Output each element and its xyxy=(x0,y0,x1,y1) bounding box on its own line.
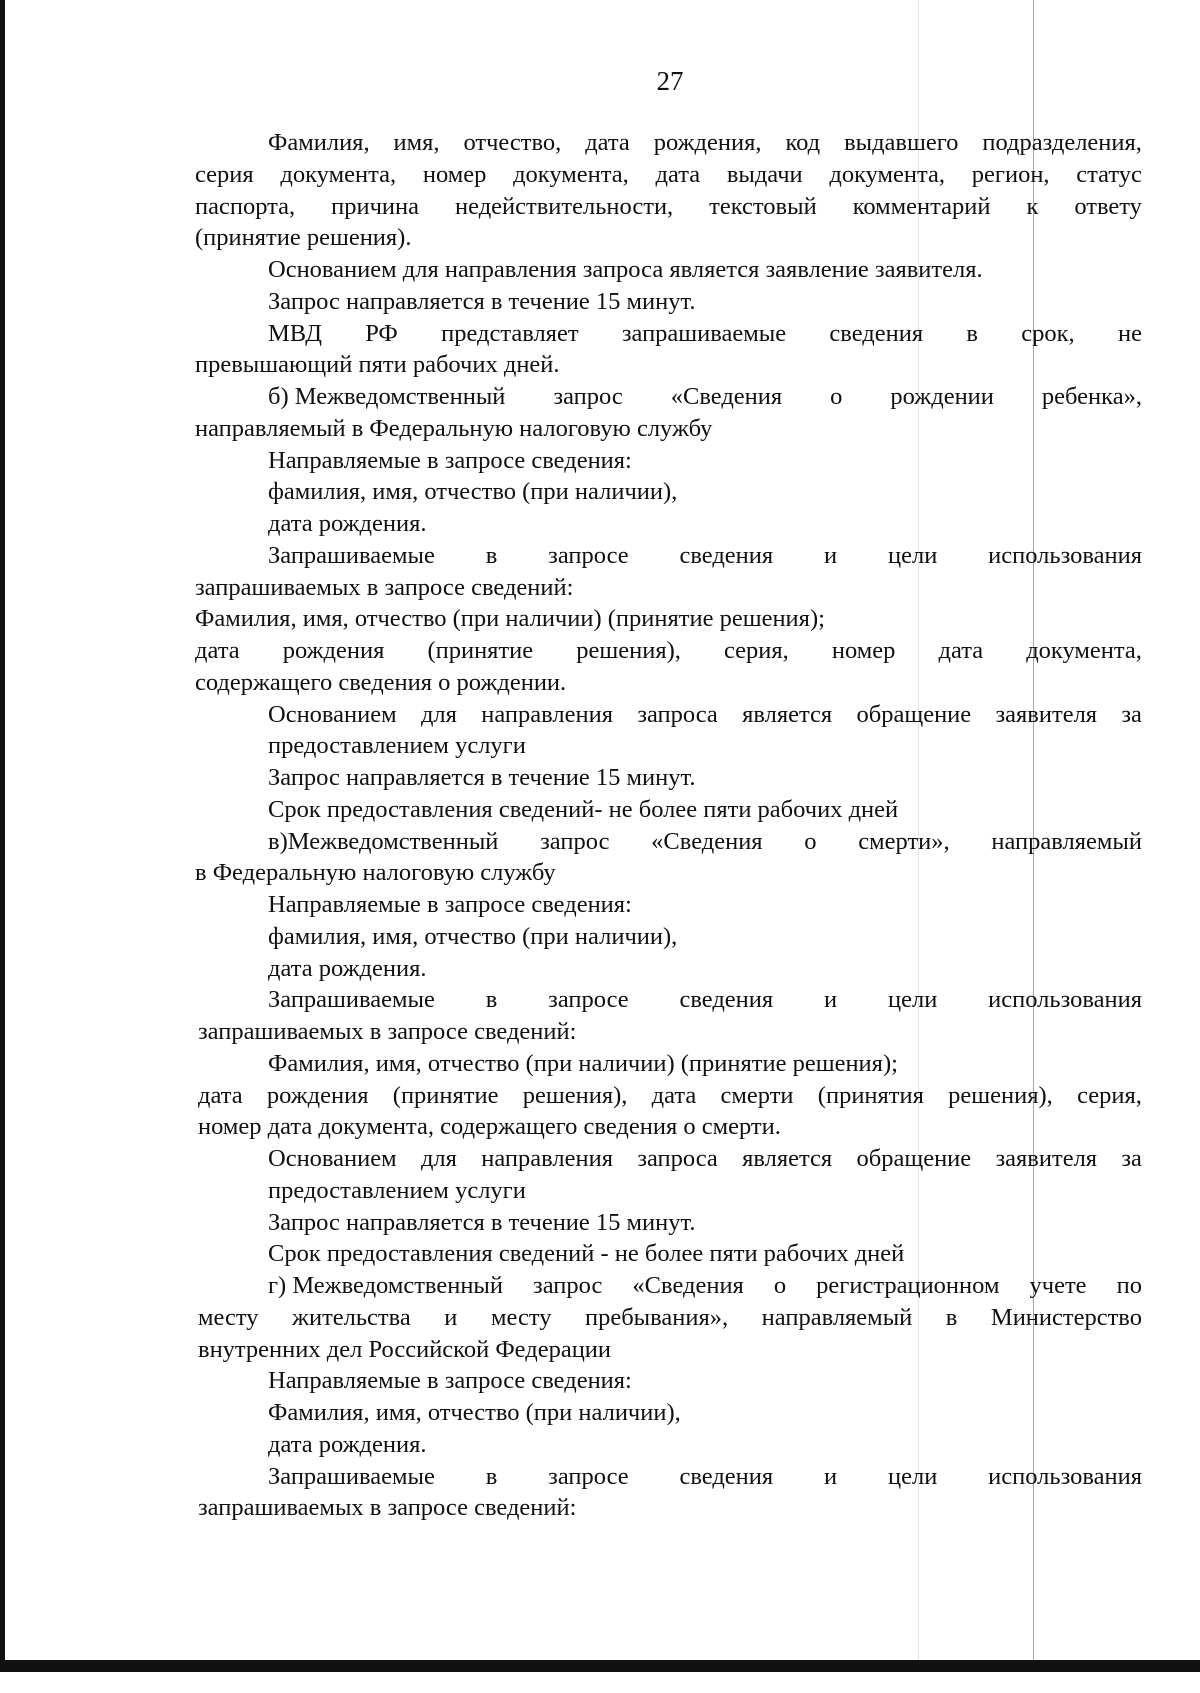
word: обращение xyxy=(856,1145,972,1172)
scan-bottom-edge xyxy=(0,1660,1200,1672)
word: рождения, xyxy=(653,129,762,156)
word: цели xyxy=(887,1462,938,1490)
word: по xyxy=(1116,1272,1142,1299)
word: направления xyxy=(481,700,613,728)
text-line: направляемый в Федеральную налоговую службу xyxy=(195,414,713,442)
text-line: предоставлением услуги xyxy=(268,732,526,760)
text-line: Фамилия, имя, отчество (при наличии) (принятие решения); xyxy=(195,605,825,633)
text-line: содержащего сведения о рождении. xyxy=(195,668,567,696)
word: смерти», xyxy=(858,827,950,855)
word: дата xyxy=(585,129,630,156)
text-line: Направляемые в запросе сведения: xyxy=(268,1367,632,1395)
word: документа, xyxy=(1026,637,1142,664)
word: решения), xyxy=(948,1081,1053,1109)
page-number: 27 xyxy=(656,66,684,96)
word: в xyxy=(485,1462,498,1490)
word: в xyxy=(945,1303,958,1331)
text-line: запрашиваемых в запросе сведений: xyxy=(198,1494,577,1522)
word: код xyxy=(785,129,821,156)
word: дата xyxy=(655,160,701,188)
word: б) Межведомственный xyxy=(268,383,506,410)
word: серия xyxy=(195,160,254,188)
word: о xyxy=(804,827,817,855)
word: рождении xyxy=(890,383,994,410)
word: не xyxy=(1117,319,1142,347)
text-line: дата рождения. xyxy=(268,510,427,537)
text-line: предоставлением услуги xyxy=(268,1176,526,1204)
word: сведения xyxy=(829,319,924,347)
word: комментарий xyxy=(852,192,991,220)
text-line: Запрос направляется в течение 15 минут. xyxy=(268,764,696,791)
word: является xyxy=(742,1145,833,1172)
text-line xyxy=(268,1461,1142,1493)
word: дата xyxy=(195,637,240,664)
text-line: внутренних дел Российской Федерации xyxy=(198,1335,612,1363)
word: «Сведения xyxy=(670,383,783,410)
word: г) Межведомственный xyxy=(268,1272,503,1299)
word: для xyxy=(420,700,457,728)
word: заявителя xyxy=(995,700,1098,728)
word: сведения xyxy=(679,986,774,1014)
word: регистрационном xyxy=(816,1272,1000,1299)
word: дата xyxy=(651,1081,697,1109)
text-line xyxy=(268,699,1142,731)
scan-left-edge xyxy=(0,0,5,1660)
text-line xyxy=(195,159,1142,191)
word: использования xyxy=(988,1462,1142,1490)
word: выдавшего xyxy=(844,129,959,156)
text-line xyxy=(268,540,1142,572)
word: к xyxy=(1026,192,1039,220)
word: запроса xyxy=(637,1145,718,1172)
word: выдачи xyxy=(726,160,803,188)
word: документа, xyxy=(280,160,397,188)
word: отчество, xyxy=(463,129,562,156)
text-line: дата рождения. xyxy=(268,1430,427,1458)
word: о xyxy=(830,383,843,410)
text-line: Запрос направляется в течение 15 минут. xyxy=(268,1208,696,1236)
word: (принятие xyxy=(392,1081,499,1109)
word: дата xyxy=(938,637,984,664)
text-line: дата рождения. xyxy=(268,954,427,982)
text-line: Запрос направляется в течение 15 минут. xyxy=(268,287,696,315)
word: сведения xyxy=(679,541,774,569)
word: и xyxy=(824,1462,838,1490)
text-line: Срок предоставления сведений - не более пяти рабочих дней xyxy=(268,1240,905,1268)
word: статус xyxy=(1076,160,1142,188)
word: номер xyxy=(831,637,896,664)
word: (принятия xyxy=(817,1081,924,1109)
word: запрос xyxy=(533,1272,603,1299)
word: направляемый xyxy=(761,1303,913,1331)
word: использования xyxy=(988,541,1142,569)
text-line: Направляемые в запросе сведения: xyxy=(268,446,632,474)
word: жительства xyxy=(292,1303,411,1331)
word: Основанием xyxy=(268,1145,397,1172)
word: пребывания», xyxy=(584,1303,729,1331)
word: Запрашиваемые xyxy=(268,986,435,1014)
word: решения), xyxy=(576,637,681,664)
word: обращение xyxy=(856,700,972,728)
word: серия, xyxy=(723,637,789,664)
text-line: (принятие решения). xyxy=(195,224,412,252)
word: запросе xyxy=(548,541,629,569)
text-line: Основанием для направления запроса является заявление заявителя. xyxy=(268,256,983,283)
text-line: фамилия, имя, отчество (при наличии), xyxy=(268,478,678,506)
text-line xyxy=(268,1270,1142,1302)
word: «Сведения xyxy=(651,827,763,855)
word: документа, xyxy=(513,160,629,188)
word: запрос xyxy=(553,383,623,410)
text-line xyxy=(195,635,1142,667)
word: паспорта, xyxy=(195,192,296,220)
text-line xyxy=(268,381,1142,413)
word: месту xyxy=(198,1303,259,1331)
text-line xyxy=(268,318,1142,350)
word: МВД xyxy=(268,319,322,347)
text-line: в Федеральную налоговую службу xyxy=(195,859,556,887)
text-line: фамилия, имя, отчество (при наличии), xyxy=(268,922,678,950)
word: запросе xyxy=(548,1462,629,1490)
word: рождения xyxy=(282,637,385,664)
text-line: запрашиваемых в запросе сведений: xyxy=(198,1018,577,1045)
word: о xyxy=(773,1272,787,1299)
word: запросе xyxy=(548,986,629,1014)
word: текстовый xyxy=(709,192,817,220)
word: «Сведения xyxy=(632,1272,744,1299)
text-line xyxy=(268,127,1142,159)
text-line: Фамилия, имя, отчество (при наличии), xyxy=(268,1399,681,1426)
word: ребенка», xyxy=(1041,383,1142,410)
text-line: превышающий пяти рабочих дней. xyxy=(195,351,560,379)
word: в xyxy=(966,319,978,347)
word: и xyxy=(824,986,838,1014)
text-line xyxy=(268,984,1142,1016)
word: и xyxy=(444,1303,458,1331)
text-line xyxy=(198,1080,1142,1112)
word: цели xyxy=(887,986,938,1014)
text-line: Фамилия, имя, отчество (при наличии) (принятие решения); xyxy=(268,1049,898,1077)
word: направления xyxy=(481,1145,613,1172)
word: регион, xyxy=(971,160,1050,188)
text-line xyxy=(268,826,1142,858)
word: недействительности, xyxy=(455,192,674,220)
word: документа, xyxy=(829,160,946,188)
word: и xyxy=(824,541,838,569)
word: имя, xyxy=(393,129,440,156)
word: представляет xyxy=(441,319,579,347)
word: серия, xyxy=(1077,1081,1142,1109)
word: учете xyxy=(1029,1272,1087,1299)
word: месту xyxy=(490,1303,552,1331)
word: запрос xyxy=(540,827,610,855)
word: в)Межведомственный xyxy=(268,827,499,855)
word: Министерство xyxy=(990,1303,1142,1331)
word: срок, xyxy=(1021,319,1075,347)
word: заявителя xyxy=(995,1145,1098,1172)
word: (принятие xyxy=(427,637,534,664)
word: причина xyxy=(331,192,420,220)
word: является xyxy=(742,700,833,728)
word: за xyxy=(1121,700,1142,728)
word: ответу xyxy=(1074,192,1142,220)
word: запрашиваемые xyxy=(621,319,787,347)
word: направляемый xyxy=(991,827,1142,855)
word: решения), xyxy=(522,1081,628,1109)
text-line: Срок предоставления сведений- не более пяти рабочих дней xyxy=(268,795,899,823)
text-line xyxy=(268,1143,1142,1175)
text-line xyxy=(198,1302,1142,1334)
word: Основанием xyxy=(268,700,397,728)
word: Фамилия, xyxy=(268,129,370,156)
word: для xyxy=(420,1145,457,1172)
word: Запрашиваемые xyxy=(268,1462,435,1490)
word: подразделения, xyxy=(982,129,1142,156)
word: номер xyxy=(422,160,487,188)
word: запроса xyxy=(637,700,718,728)
word: РФ xyxy=(365,319,398,347)
text-line: номер дата документа, содержащего сведения о смерти. xyxy=(198,1113,781,1141)
word: Запрашиваемые xyxy=(268,541,435,569)
word: сведения xyxy=(679,1462,774,1490)
text-line xyxy=(195,191,1142,223)
text-line: Направляемые в запросе сведения: xyxy=(268,891,632,918)
word: в xyxy=(485,541,498,569)
word: цели xyxy=(887,541,938,569)
word: использования xyxy=(988,986,1142,1014)
text-line: запрашиваемых в запросе сведений: xyxy=(195,573,574,601)
word: смерти xyxy=(720,1081,794,1109)
word: за xyxy=(1121,1145,1142,1172)
word: дата xyxy=(198,1081,243,1109)
word: рождения xyxy=(266,1081,369,1109)
word: в xyxy=(485,986,498,1014)
